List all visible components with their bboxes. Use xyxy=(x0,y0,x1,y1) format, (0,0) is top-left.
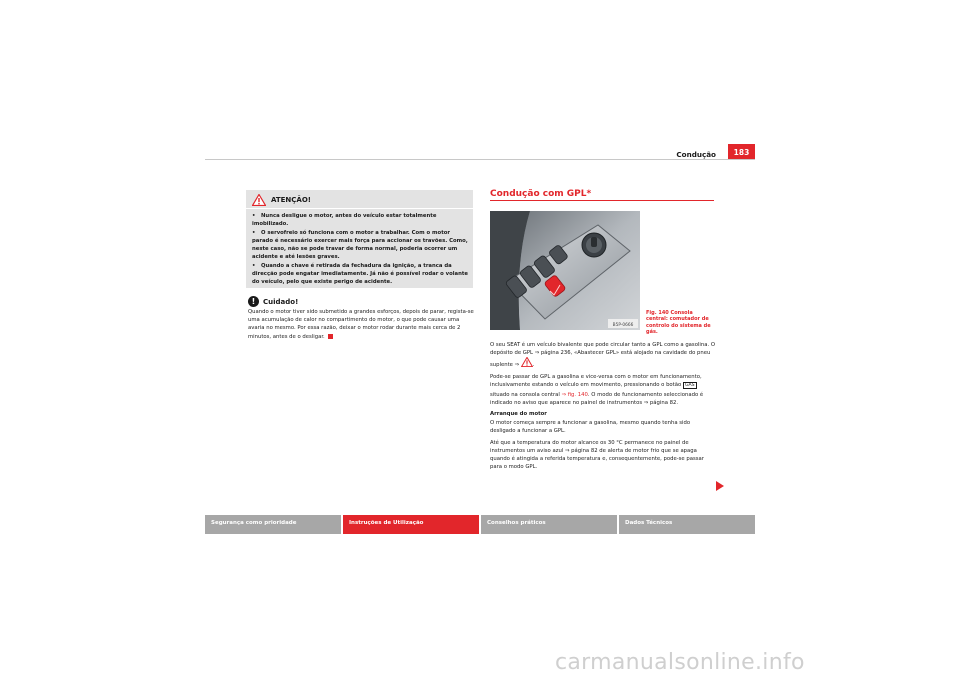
warning-triangle-icon xyxy=(252,194,266,206)
section-title: Condução com GPL* xyxy=(490,189,592,199)
console-illustration xyxy=(490,211,640,330)
tab-practical-tips[interactable]: Conselhos práticos xyxy=(481,515,617,534)
bullet-icon: • xyxy=(252,213,256,219)
warning-body xyxy=(252,212,470,287)
paragraph: Até que a temperatura do motor alcance os 30 °C permanece no painel de instrumentos um aviso azul ⇒ página 82 de alerta de motor frio que se apaga quando é atingida a referida temperatura e, consequentemente, pode-se passar para o modo GPL. xyxy=(490,439,704,471)
tab-technical-data[interactable]: Dados Técnicos xyxy=(619,515,755,534)
tab-operating-instructions[interactable]: Instruções de Utilização xyxy=(343,515,479,534)
caution-title: Cuidado! xyxy=(263,297,299,306)
caution-body: Quando o motor tiver sido submetido a grandes esforços, depois de parar, regista-se uma acumulação de calor no compartimento do motor, o que pode causar uma avaria no mesmo. Por essa razão, deixar o motor rodar durante mais cerca de 2 minutos, antes de o desligar. xyxy=(248,309,474,340)
gas-key-label: GAS xyxy=(684,383,695,389)
continue-arrow-icon[interactable] xyxy=(716,481,724,491)
page-number-badge: 183 xyxy=(728,144,755,160)
tab-safety[interactable]: Segurança como prioridade xyxy=(205,515,341,534)
caution-exclamation-icon: ! xyxy=(248,296,259,307)
paragraph: O motor começa sempre a funcionar a gasolina, mesmo quando tenha sido desligado a funcionar a GPL. xyxy=(490,419,691,434)
paragraph: Pode-se passar de GPL a gasolina e vice-versa com o motor em funcionamento, inclusivamente estando o veículo em movimento, pressionando o botão GAS situado na consola central ⇒ fig. 140. O modo de funcionamento seleccionado é indicado no aviso que aparece no painel de instrumentos ⇒ página 82. xyxy=(490,374,704,406)
warning-title: ATENÇÃO! xyxy=(271,196,311,204)
bullet-icon: • xyxy=(252,229,256,236)
caution-header xyxy=(248,296,298,307)
warning-header xyxy=(252,193,467,207)
warning-item: • Nunca desligue o motor, antes do veículo estar totalmente imobilizado. xyxy=(252,213,437,228)
paragraph: O seu SEAT é um veículo bivalente que pode circular tanto a GPL como a gasolina. O depósito de GPL ⇒ página 236, «Abastecer GPL» está alojado na cavidade do pneu suplente ⇒ . xyxy=(490,342,716,369)
warning-ref-triangle-icon xyxy=(521,357,533,367)
figure-link[interactable]: ⇒ fig. 140 xyxy=(561,391,588,398)
warning-separator xyxy=(246,208,473,209)
page-header-title: Condução xyxy=(676,150,716,159)
watermark-text: carmanualsonline.info xyxy=(555,650,805,675)
header-divider xyxy=(205,159,755,160)
warning-box xyxy=(246,190,473,288)
end-of-section-icon xyxy=(328,334,333,339)
warning-item: • Quando a chave é retirada da fechadura da ignição, a tranca da direcção pode engatar imediatamente. Já não é possível rodar o volante do veículo, pelo que existe perigo de acidente. xyxy=(252,262,469,286)
bullet-icon: • xyxy=(252,262,256,269)
warning-item: • O servofreio só funciona com o motor a trabalhar. Com o motor parado é necessário exercer mais força para accionar os travões. Como, neste caso, não se pode travar de forma normal, poderia ocorrer um acidente e até lesões graves. xyxy=(252,229,468,261)
figure-code: B5P-0666 xyxy=(612,323,634,328)
section-title-rule xyxy=(490,200,714,201)
figure-caption: Fig. 140 Consola central: comutador de controlo do sistema de gás. xyxy=(646,310,711,335)
section-body xyxy=(490,341,716,475)
subheading: Arranque do motor xyxy=(490,411,547,418)
figure-photo-gas-switch xyxy=(490,211,640,330)
